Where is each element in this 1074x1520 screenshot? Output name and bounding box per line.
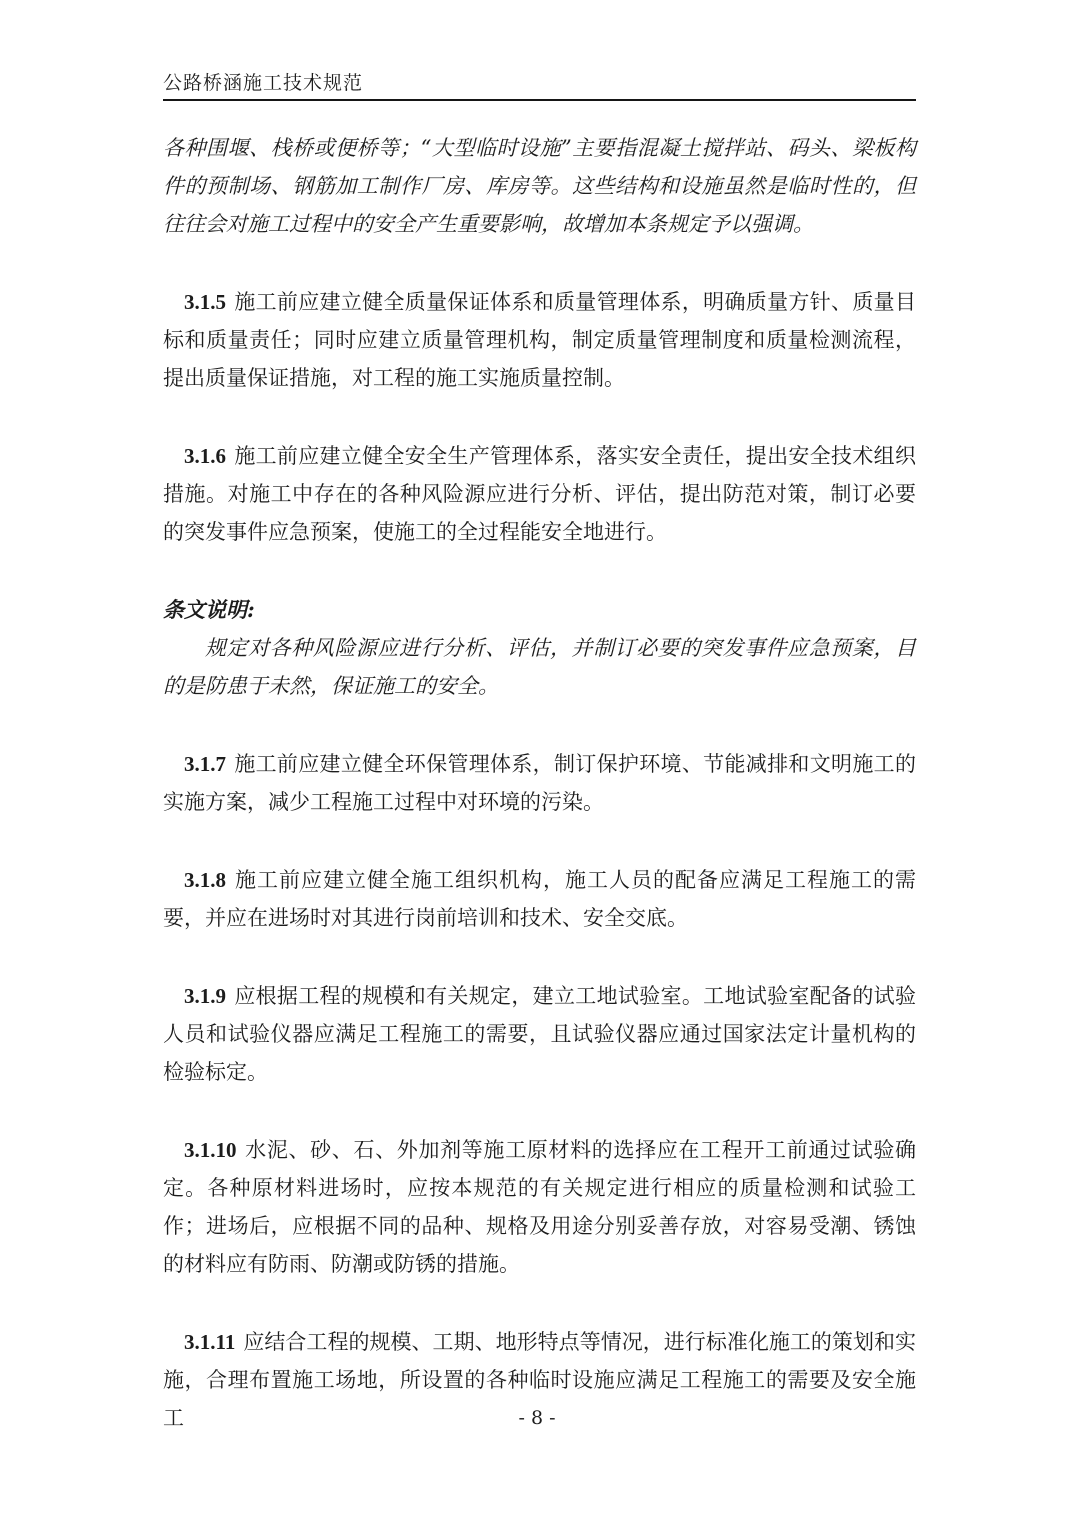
page-header [163,0,916,101]
clause-3-1-9 [163,977,916,1091]
clause-number: 3.1.9 [184,984,226,1008]
clause-3-1-8 [163,861,916,937]
clause-text: 施工前应建立健全施工组织机构，施工人员的配备应满足工程施工的需要，并应在进场时对其进行岗前培训和技术、安全交底。 [163,868,916,930]
clause-number: 3.1.10 [184,1138,237,1162]
clause-text: 施工前应建立健全质量保证体系和质量管理体系，明确质量方针、质量目标和质量责任；同时应建立质量管理机构，制定质量管理制度和质量检测流程，提出质量保证措施，对工程的施工实施质量控制。 [163,290,916,390]
clause-text: 水泥、砂、石、外加剂等施工原材料的选择应在工程开工前通过试验确定。各种原材料进场时，应按本规范的有关规定进行相应的质量检测和试验工作；进场后，应根据不同的品种、规格及用途分别妥善存放，对容易受潮、锈蚀的材料应有防雨、防潮或防锈的措施。 [163,1138,916,1276]
document-title: 公路桥涵施工技术规范 [163,72,364,94]
clause-text: 应结合工程的规模、工期、地形特点等情况，进行标准化施工的策划和实施，合理布置施工场地，所设置的各种临时设施应满足工程施工的需要及安全施工 [163,1330,916,1430]
clause-3-1-6 [163,437,916,551]
clause-3-1-10 [163,1131,916,1283]
clause-3-1-7 [163,745,916,821]
note-paragraph [163,629,916,705]
clause-number: 3.1.6 [184,444,226,468]
clause-number: 3.1.5 [184,290,226,314]
note-continued-text: 各种围堰、栈桥或便桥等；“大型临时设施”主要指混凝土搅拌站、码头、梁板构件的预制场、钢筋加工制作厂房、库房等。这些结构和设施虽然是临时性的，但往往会对施工过程中的安全产生重要影响，故增加本条规定予以强调。 [163,136,916,236]
note-text: 规定对各种风险源应进行分析、评估，并制订必要的突发事件应急预案，目的是防患于未然，保证施工的安全。 [163,636,916,698]
clause-number: 3.1.11 [184,1330,236,1354]
clause-text: 应根据工程的规模和有关规定，建立工地试验室。工地试验室配备的试验人员和试验仪器应满足工程施工的需要，且试验仪器应通过国家法定计量机构的检验标定。 [163,984,916,1084]
clause-number: 3.1.8 [184,868,226,892]
page-number: - 8 - [518,1407,556,1429]
clause-text: 施工前应建立健全环保管理体系，制订保护环境、节能减排和文明施工的实施方案，减少工程施工过程中对环境的污染。 [163,752,916,814]
page-content [163,0,916,1437]
clause-3-1-5 [163,283,916,397]
clause-number: 3.1.7 [184,752,226,776]
clause-text: 施工前应建立健全安全生产管理体系，落实安全责任，提出安全技术组织措施。对施工中存在的各种风险源应进行分析、评估，提出防范对策，制订必要的突发事件应急预案，使施工的全过程能安全地进行。 [163,444,916,544]
note-section-label: 条文说明: [163,597,255,622]
note-continued-paragraph [163,129,916,243]
